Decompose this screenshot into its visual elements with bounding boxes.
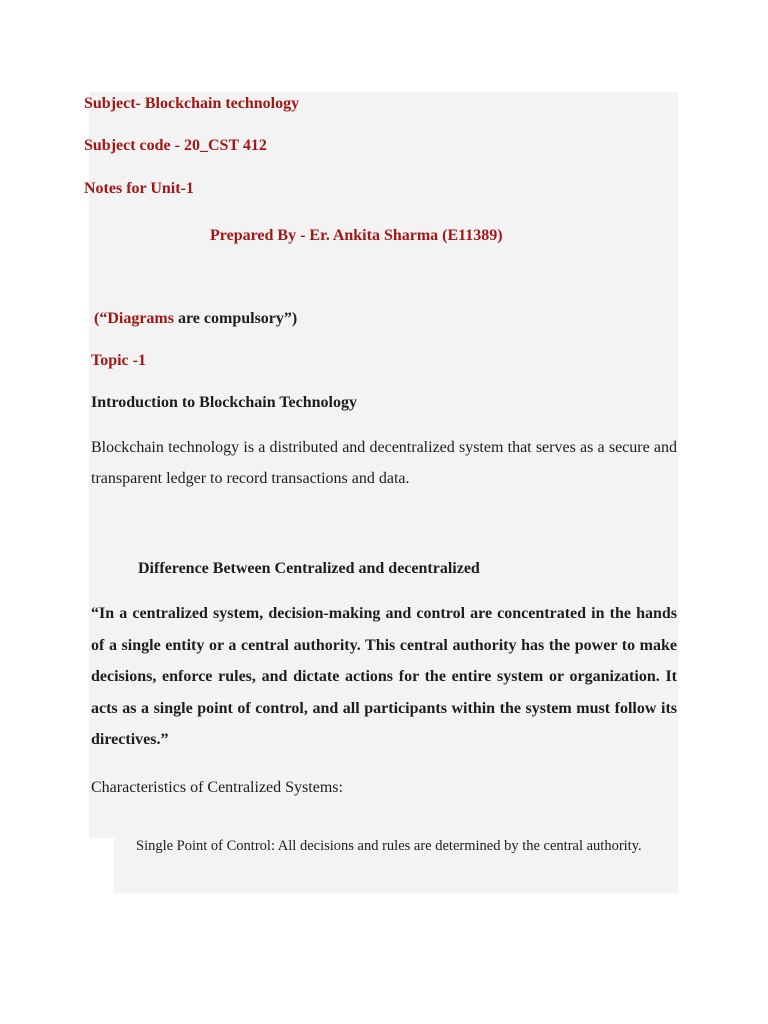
notes-line: Notes for Unit-1 <box>84 180 194 197</box>
topic-heading: Introduction to Blockchain Technology <box>91 394 357 411</box>
characteristic-item: Single Point of Control: All decisions and rules are determined by the central authority. <box>136 838 642 854</box>
diagrams-note-open: (“ <box>94 310 108 327</box>
topic-label: Topic -1 <box>91 352 146 369</box>
intro-paragraph: Blockchain technology is a distributed and decentralized system that serves as a secure and transparent ledger to record transactions and data. <box>91 439 677 487</box>
prepared-by-line: Prepared By - Er. Ankita Sharma (E11389) <box>210 227 503 244</box>
characteristics-heading: Characteristics of Centralized Systems: <box>91 779 343 796</box>
diagrams-note-highlight: Diagrams <box>107 310 174 327</box>
centralized-definition-quote: “In a centralized system, decision-making and control are concentrated in the hands of a single entity or a central authority. This central authority has the power to make decisions, enforce rules, and dictate actions for the entire system or organization. It acts as a single point of control, and all participants within the system must follow its directives.” <box>91 605 677 748</box>
subject-code-line: Subject code - 20_CST 412 <box>84 137 267 154</box>
diagrams-note-rest: are compulsory”) <box>173 310 298 327</box>
subject-line: Subject- Blockchain technology <box>84 95 300 112</box>
difference-heading: Difference Between Centralized and decentralized <box>138 560 480 577</box>
diagrams-note <box>94 309 297 328</box>
